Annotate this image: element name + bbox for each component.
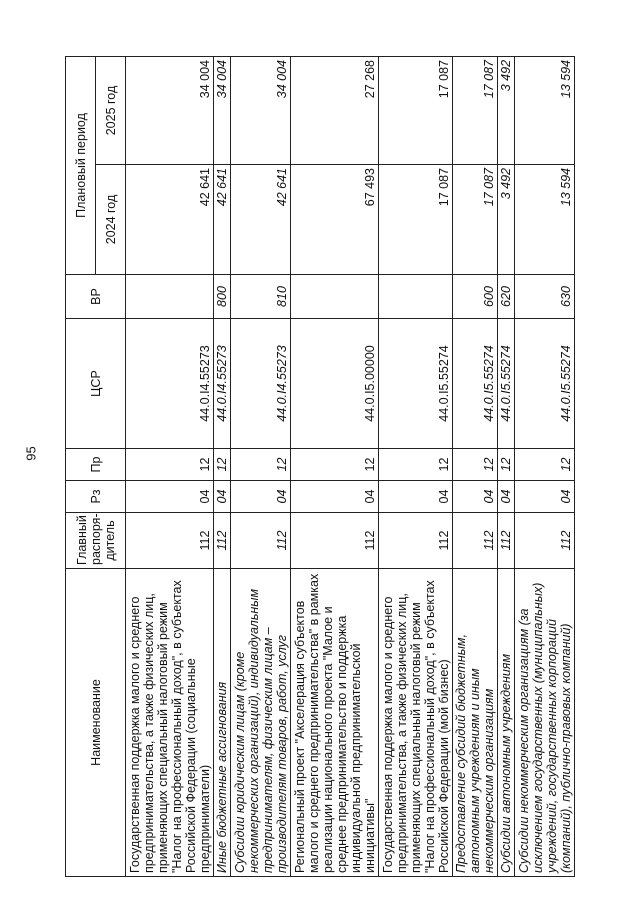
cell-y2024: 13 594	[515, 165, 575, 275]
header-rz: Рз	[66, 481, 126, 513]
table-row	[290, 56, 378, 876]
cell-name: Субсидии юридическим лицам (кроме некоммерческих организаций), индивидуальным предпринимателям, физическим лицам – производителям товаров, работ, услуг	[231, 569, 291, 877]
table-row	[452, 56, 498, 876]
cell-vr: 620	[498, 275, 515, 319]
cell-name: Субсидии некоммерческим организациям (за исключением государственных (муниципальных) учреждений, государственных корпораций (компаний), публично-правовых компаний)	[515, 569, 575, 877]
table-row	[378, 56, 452, 876]
cell-y2025: 13 594	[515, 56, 575, 164]
budget-table	[65, 56, 575, 877]
cell-grbs: 112	[126, 513, 214, 569]
cell-csr: 44.0.I5.55274	[452, 319, 498, 449]
cell-csr: 44.0.I4.55273	[213, 319, 230, 449]
cell-vr: 600	[452, 275, 498, 319]
cell-name: Предоставление субсидий бюджетным, автономным учреждениям и иным некоммерческим организациям	[452, 569, 498, 877]
cell-name: Региональный проект "Акселерация субъектов малого и среднего предпринимательства" в рамках реализации национального проекта "Малое и среднее предпринимательство и поддержка индивидуальной предпринимательской инициативы"	[290, 569, 378, 877]
table-row	[126, 56, 214, 876]
rotated-budget-table-container	[65, 57, 575, 877]
cell-grbs: 112	[498, 513, 515, 569]
header-2024: 2024 год	[96, 165, 126, 275]
cell-csr: 44.0.I5.55274	[378, 319, 452, 449]
cell-rz: 04	[126, 481, 214, 513]
cell-pr: 12	[498, 449, 515, 481]
cell-y2024: 67 493	[290, 165, 378, 275]
cell-rz: 04	[231, 481, 291, 513]
table-row	[498, 56, 515, 876]
cell-y2025: 34 004	[213, 56, 230, 164]
cell-vr	[126, 275, 214, 319]
cell-grbs: 112	[378, 513, 452, 569]
table-body	[126, 56, 575, 876]
cell-grbs: 112	[290, 513, 378, 569]
cell-pr: 12	[515, 449, 575, 481]
cell-rz: 04	[452, 481, 498, 513]
cell-y2025: 17 087	[452, 56, 498, 164]
cell-y2024: 17 087	[452, 165, 498, 275]
header-2025: 2025 год	[96, 56, 126, 164]
cell-y2025: 27 268	[290, 56, 378, 164]
header-csr: ЦСР	[66, 319, 126, 449]
cell-vr: 800	[213, 275, 230, 319]
header-plan-period: Плановый период	[66, 56, 96, 274]
cell-y2024: 42 641	[213, 165, 230, 275]
cell-pr: 12	[126, 449, 214, 481]
cell-csr: 44.0.I4.55273	[231, 319, 291, 449]
cell-y2024: 17 087	[378, 165, 452, 275]
cell-rz: 04	[290, 481, 378, 513]
header-name: Наименование	[66, 569, 126, 877]
cell-name: Государственная поддержка малого и среднего предпринимательства, а также физических лиц, применяющих специальный налоговый режим "Налог на профессиональный доход", в субъектах Российской Федерации (социальные предприниматели)	[126, 569, 214, 877]
table-row	[231, 56, 291, 876]
cell-pr: 12	[290, 449, 378, 481]
cell-grbs: 112	[213, 513, 230, 569]
cell-pr: 12	[231, 449, 291, 481]
cell-y2025: 17 087	[378, 56, 452, 164]
cell-vr	[290, 275, 378, 319]
cell-csr: 44.0.I5.55274	[498, 319, 515, 449]
cell-y2024: 42 641	[231, 165, 291, 275]
cell-rz: 04	[213, 481, 230, 513]
cell-y2024: 42 641	[126, 165, 214, 275]
cell-name: Субсидии автономным учреждениям	[498, 569, 515, 877]
cell-csr: 44.0.I5.00000	[290, 319, 378, 449]
cell-pr: 12	[378, 449, 452, 481]
cell-y2024: 3 492	[498, 165, 515, 275]
cell-grbs: 112	[452, 513, 498, 569]
header-vr: ВР	[66, 275, 126, 319]
cell-name: Государственная поддержка малого и среднего предпринимательства, а также физических лиц, применяющих специальный налоговый режим "Налог на профессиональный доход", в субъектах Российской Федерации (мой бизнес)	[378, 569, 452, 877]
cell-y2025: 34 004	[231, 56, 291, 164]
cell-rz: 04	[498, 481, 515, 513]
cell-csr: 44.0.I4.55273	[126, 319, 214, 449]
cell-pr: 12	[452, 449, 498, 481]
cell-y2025: 3 492	[498, 56, 515, 164]
cell-csr: 44.0.I5.55274	[515, 319, 575, 449]
cell-rz: 04	[515, 481, 575, 513]
cell-rz: 04	[378, 481, 452, 513]
cell-name: Иные бюджетные ассигнования	[213, 569, 230, 877]
cell-grbs: 112	[231, 513, 291, 569]
header-grbs: Главный распоря-дитель	[66, 513, 126, 569]
page-number: 95	[23, 446, 39, 461]
cell-vr	[378, 275, 452, 319]
cell-vr: 810	[231, 275, 291, 319]
table-row	[213, 56, 230, 876]
cell-vr: 630	[515, 275, 575, 319]
table-row	[515, 56, 575, 876]
cell-y2025: 34 004	[126, 56, 214, 164]
header-pr: Пр	[66, 449, 126, 481]
cell-pr: 12	[213, 449, 230, 481]
cell-grbs: 112	[515, 513, 575, 569]
